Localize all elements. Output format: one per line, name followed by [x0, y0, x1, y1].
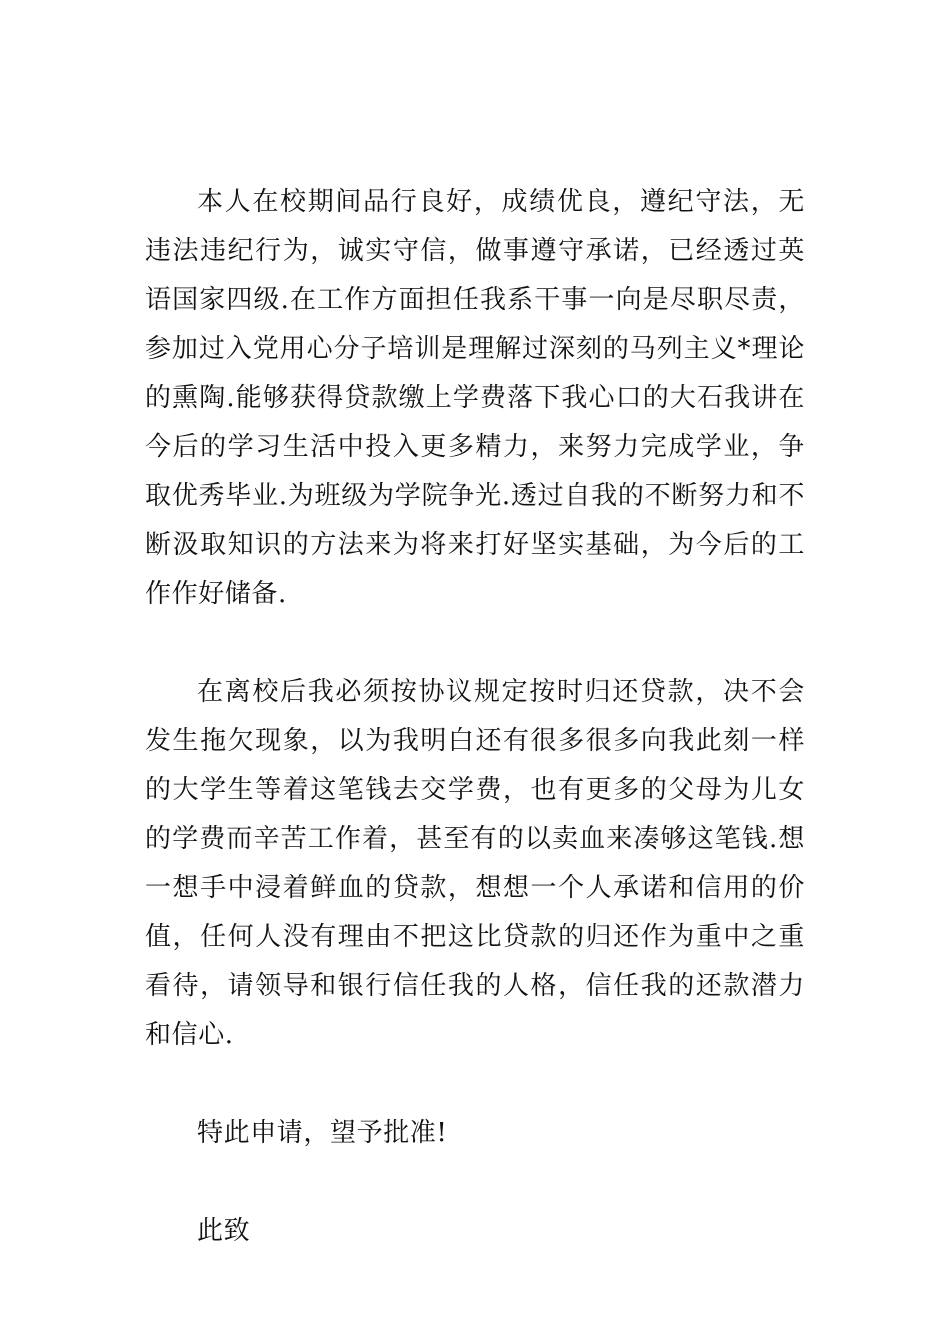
paragraph-request-approval: 特此申请，望予批准!: [197, 1118, 448, 1148]
paragraph-repayment-commitment: 在离校后我必须按协议规定按时归还贷款，决不会发生拖欠现象，以为我明白还有很多很多向我此刻一样的大学生等着这笔钱去交学费，也有更多的父母为儿女的学费而辛苦工作着，甚至有的以卖血来凑够这笔钱.想一想手中浸着鲜血的贷款，想想一个人承诺和信用的价值，任何人没有理由不把这比贷款的归还作为重中之重看待，请领导和银行信任我的人格，信任我的还款潜力和信心.: [145, 677, 805, 1050]
paragraph-closing-salutation: 此致: [197, 1216, 251, 1246]
document-body: [145, 178, 805, 1256]
paragraph-academic-record: 本人在校期间品行良好，成绩优良，遵纪守法，无违法违纪行为，诚实守信，做事遵守承诺，已经透过英语国家四级.在工作方面担任我系干事一向是尽职尽责，参加过入党用心分子培训是理解过深刻的马列主义*理论的熏陶.能够获得贷款缴上学费落下我心口的大石我讲在今后的学习生活中投入更多精力，来努力完成学业，争取优秀毕业.为班级为学院争光.透过自我的不断努力和不断汲取知识的方法来为将来打好坚实基础，为今后的工作作好储备.: [145, 187, 805, 609]
